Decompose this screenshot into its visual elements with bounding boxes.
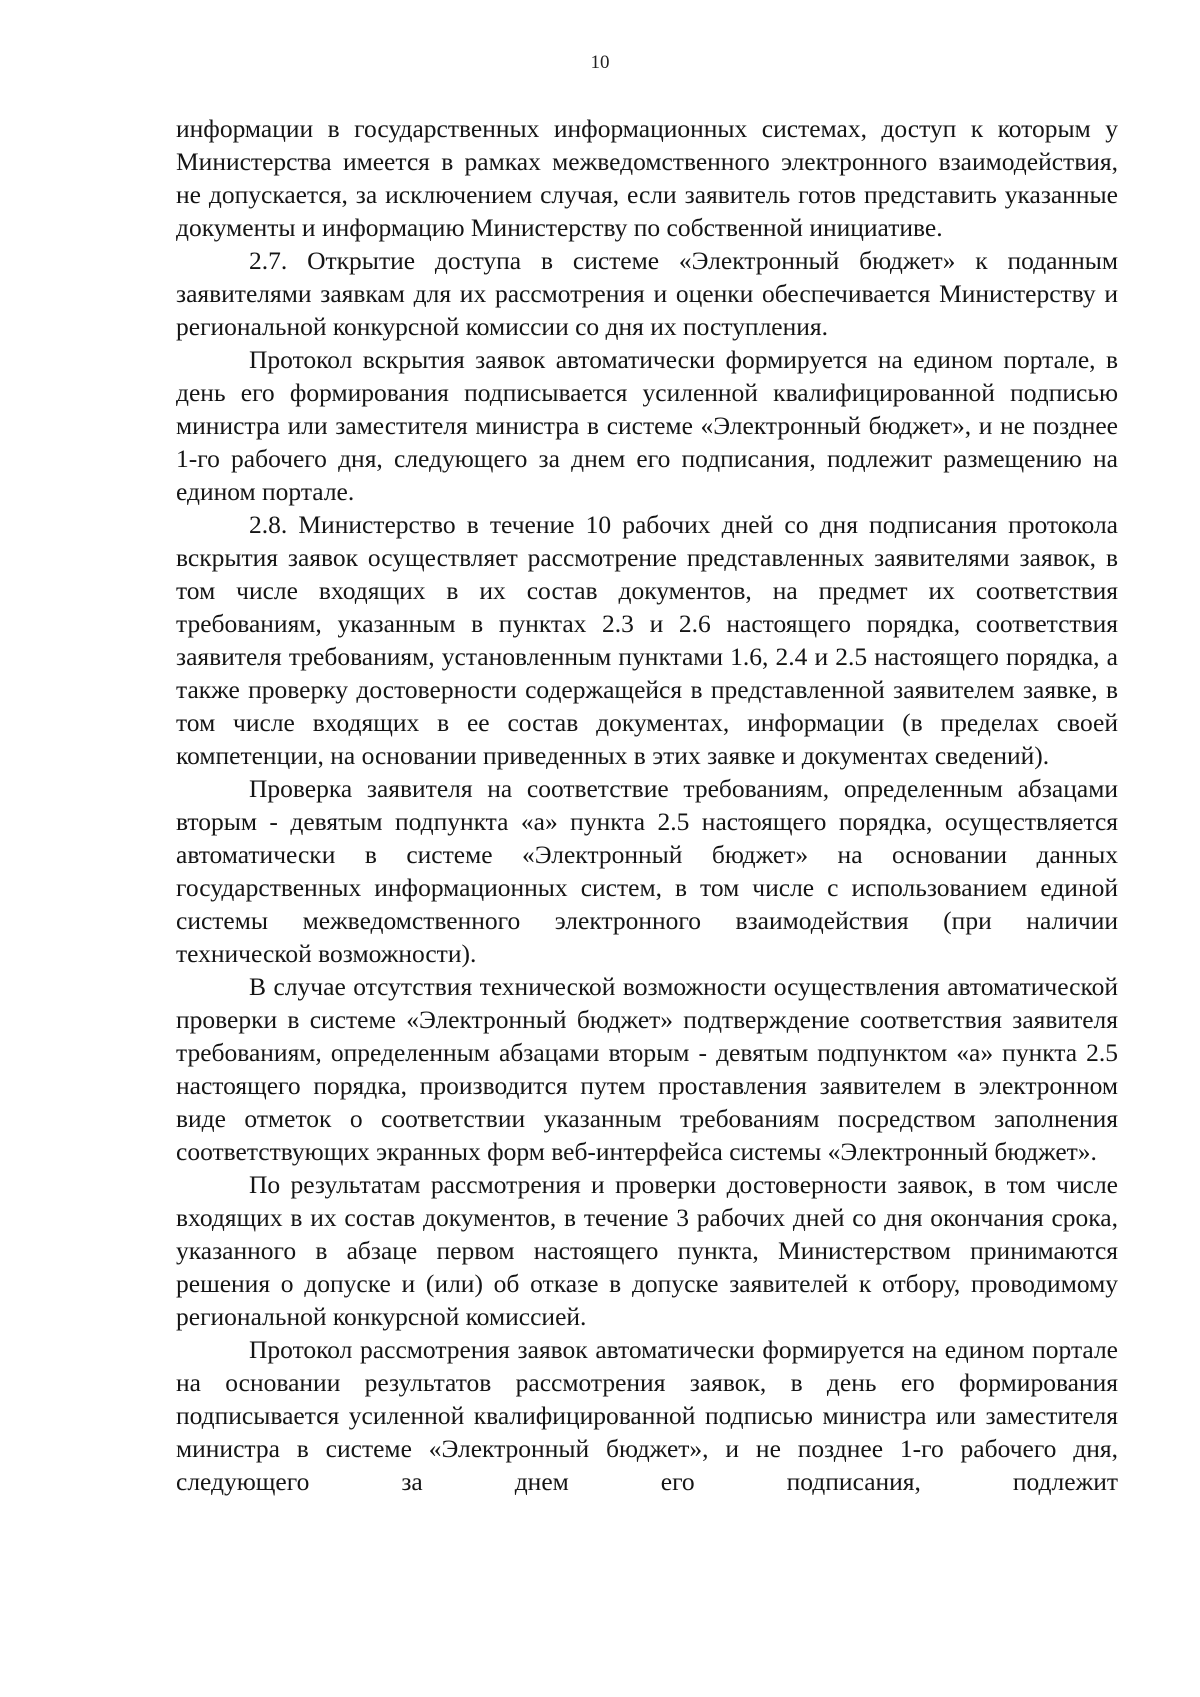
page-number: 10 (590, 52, 610, 73)
paragraph-2-8: 2.8. Министерство в течение 10 рабочих дней со дня подписания протокола вскрытия заявок осуществляет рассмотрение представленных заявителями заявок, в том числе входящих в их состав документов, на предмет их соответствия требованиям, указанным в пунктах 2.3 и 2.6 настоящего порядка, соответствия заявителя требованиям, установленным пунктами 1.6, 2.4 и 2.5 настоящего порядка, а также проверку достоверности содержащейся в представленной заявителем заявке, в том числе входящих в ее состав документах, информации (в пределах своей компетенции, на основании приведенных в этих заявке и документах сведений). (176, 510, 1118, 770)
paragraph-opening-protocol: Протокол вскрытия заявок автоматически формируется на едином портале, в день его формирования подписывается усиленной квалифицированной подписью министра или заместителя министра в системе «Электронный бюджет», и не позднее 1-го рабочего дня, следующего за днем его подписания, подлежит размещению на едином портале. (176, 345, 1118, 506)
paragraph-continuation: информации в государственных информационных системах, доступ к которым у Министерства имеется в рамках межведомственного электронного взаимодействия, не допускается, за исключением случая, если заявитель готов представить указанные документы и информацию Министерству по собственной инициативе. (176, 114, 1118, 242)
document-body (176, 112, 1118, 1498)
paragraph-applicant-check: Проверка заявителя на соответствие требованиям, определенным абзацами вторым - девятым подпункта «а» пункта 2.5 настоящего порядка, осуществляется автоматически в системе «Электронный бюджет» на основании данных государственных информационных систем, в том числе с использованием единой системы межведомственного электронного взаимодействия (при наличии технической возможности). (176, 774, 1118, 968)
paragraph-2-7: 2.7. Открытие доступа в системе «Электронный бюджет» к поданным заявителями заявкам для их рассмотрения и оценки обеспечивается Министерству и региональной конкурсной комиссии со дня их поступления. (176, 246, 1118, 341)
paragraph-review-protocol: Протокол рассмотрения заявок автоматически формируется на едином портале на основании результатов рассмотрения заявок, в день его формирования подписывается усиленной квалифицированной подписью министра или заместителя министра в системе «Электронный бюджет», и не позднее 1-го рабочего дня, следующего за днем его подписания, подлежит (176, 1335, 1118, 1496)
paragraph-no-technical-possibility: В случае отсутствия технической возможности осуществления автоматической проверки в системе «Электронный бюджет» подтверждение соответствия заявителя требованиям, определенным абзацами вторым - девятым подпунктом «а» пункта 2.5 настоящего порядка, производится путем проставления заявителем в электронном виде отметок о соответствии указанным требованиям посредством заполнения соответствующих экранных форм веб-интерфейса системы «Электронный бюджет». (176, 972, 1118, 1166)
paragraph-review-results: По результатам рассмотрения и проверки достоверности заявок, в том числе входящих в их состав документов, в течение 3 рабочих дней со дня окончания срока, указанного в абзаце первом настоящего пункта, Министерством принимаются решения о допуске и (или) об отказе в допуске заявителей к отбору, проводимому региональной конкурсной комиссией. (176, 1170, 1118, 1331)
